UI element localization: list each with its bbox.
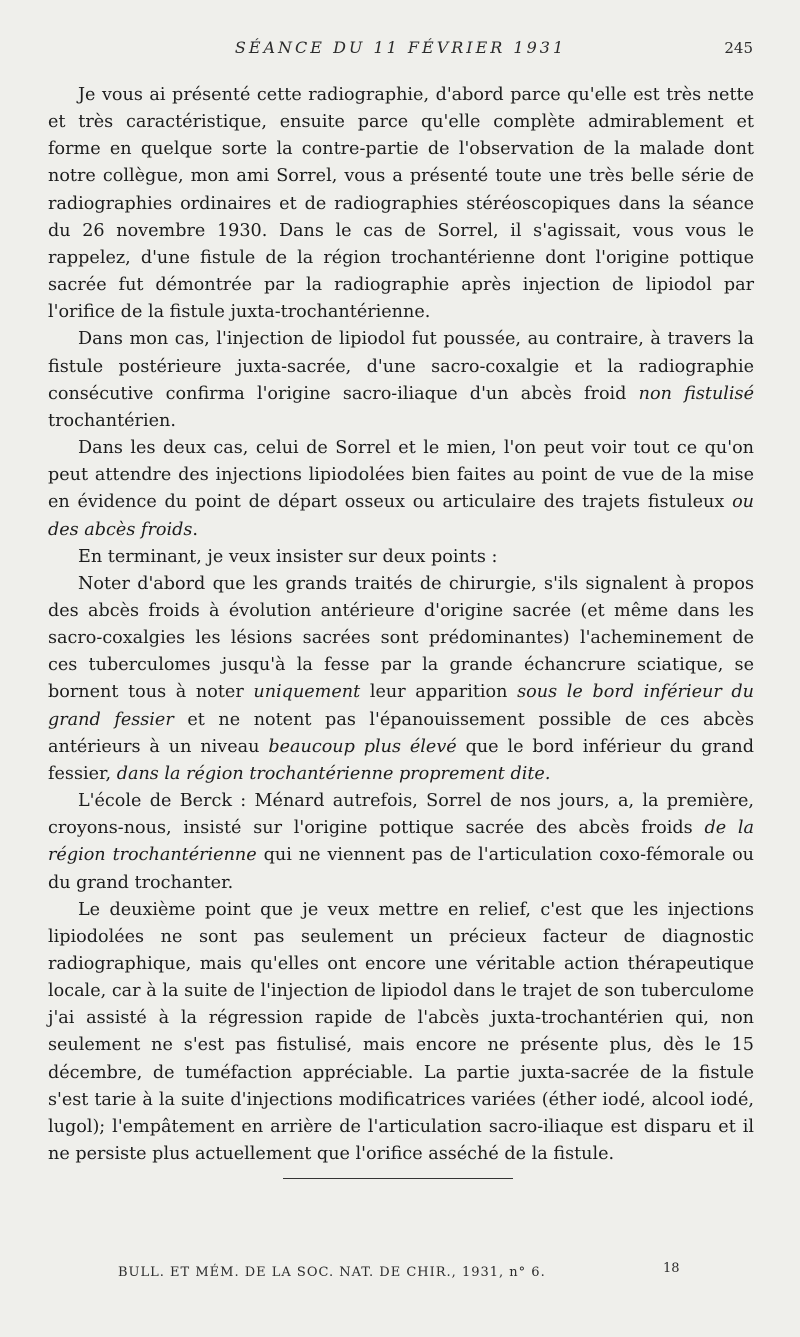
text-run: trochantérien. — [48, 410, 176, 431]
text-run: qui ne viennent pas de l'articulation coxo-fémorale ou du grand trochanter. — [48, 845, 755, 893]
page-number: 245 — [724, 39, 753, 57]
text-run: leur apparition — [360, 682, 518, 703]
footer-citation: BULL. ET MÉM. DE LA SOC. NAT. DE CHIR., 1931, n° 6. — [118, 1265, 546, 1280]
italic-run: non fistulisé — [638, 383, 754, 404]
paragraph — [48, 571, 754, 788]
body-text — [48, 82, 754, 1168]
running-header — [48, 38, 753, 62]
italic-run: dans la région trochantérienne proprement dite. — [116, 763, 551, 784]
header-title: SÉANCE DU 11 FÉVRIER 1931 — [234, 38, 567, 57]
section-rule — [283, 1178, 513, 1179]
text-run: Dans mon cas, l'injection de lipiodol fut poussée, au contraire, à travers la fistule postérieure juxta-sacrée, d'une sacro-coxalgie et la radiographie consécutive confirma l'origine sacro-iliaque d'un abcès froid — [48, 329, 754, 404]
italic-run: sous le bord inférieur du grand fessier — [48, 682, 754, 730]
text-run: Je vous ai présenté cette radiographie, d'abord parce qu'elle est très nette et très caractéristique, ensuite parce qu'elle complète admirablement et forme en quelque sorte la contre-partie de l'observation de la malade dont notre collègue, mon ami Sorrel, vous a présenté toute une très belle série de radiographies ordinaires et de radiographies stéréoscopiques dans la séance du 26 novembre 1930. Dans le cas de Sorrel, il s'agissait, vous vous le rappelez, d'une fistule de la région trochantérienne dont l'origine pottique sacrée fut démontrée par la radiographie après injection de lipiodol par l'orifice de la fistule juxta-trochantérienne. — [48, 85, 754, 323]
text-run: L'école de Berck : Ménard autrefois, Sorrel de nos jours, a, la première, croyons-nous, insisté sur l'origine pottique sacrée des abcès froids — [48, 791, 754, 839]
italic-run: uniquement — [253, 682, 361, 703]
text-run: que le bord inférieur du grand fessier, — [48, 736, 754, 784]
paragraph — [48, 326, 754, 435]
italic-run: ou des abcès froids — [48, 492, 754, 540]
paragraph — [48, 788, 754, 897]
text-run: Dans les deux cas, celui de Sorrel et le mien, l'on peut voir tout ce qu'on peut attendre des injections lipiodolées bien faites au point de vue de la mise en évidence du point de départ osseux ou articulaire des trajets fistuleux — [48, 438, 754, 513]
text-run: . — [192, 519, 198, 540]
text-run: En terminant, je veux insister sur deux points : — [78, 546, 498, 567]
paragraph — [48, 82, 754, 326]
text-run: Noter d'abord que les grands traités de chirurgie, s'ils signalent à propos des abcès froids à évolution antérieure d'origine sacrée (et même dans les sacro-coxalgies les lésions sacrées sont prédominantes) l'acheminement de ces tuberculomes jusqu'à la fesse par la grande échancrure sciatique, se bornent tous à noter — [48, 573, 754, 703]
paragraph — [48, 544, 754, 571]
italic-run: beaucoup plus élevé — [268, 736, 457, 757]
text-run: Le deuxième point que je veux mettre en relief, c'est que les injections lipiodolées ne sont pas seulement un précieux facteur de diagnostic radiographique, mais qu'elles ont encore une véritable action thérapeutique locale, car à la suite de l'injection de lipiodol dans le trajet de son tuberculome j'ai assisté à la régression rapide de l'abcès juxta-trochantérien qui, non seulement ne s'est pas fistulisé, mais encore ne présente plus, dès le 15 décembre, de tuméfaction appréciable. La partie juxta-sacrée de la fistule s'est tarie à la suite d'injections modificatrices variées (éther iodé, alcool iodé, lugol); l'empâtement en arrière de l'articulation sacro-iliaque est disparu et il ne persiste plus actuellement que l'orifice asséché de la fistule. — [48, 899, 754, 1165]
signature-mark: 18 — [663, 1261, 680, 1276]
italic-run: de la région trochantérienne — [48, 818, 755, 866]
text-run: et ne notent pas l'épanouissement possible de ces abcès antérieurs à un niveau — [48, 709, 755, 757]
paragraph — [48, 897, 754, 1169]
paragraph — [48, 435, 754, 544]
